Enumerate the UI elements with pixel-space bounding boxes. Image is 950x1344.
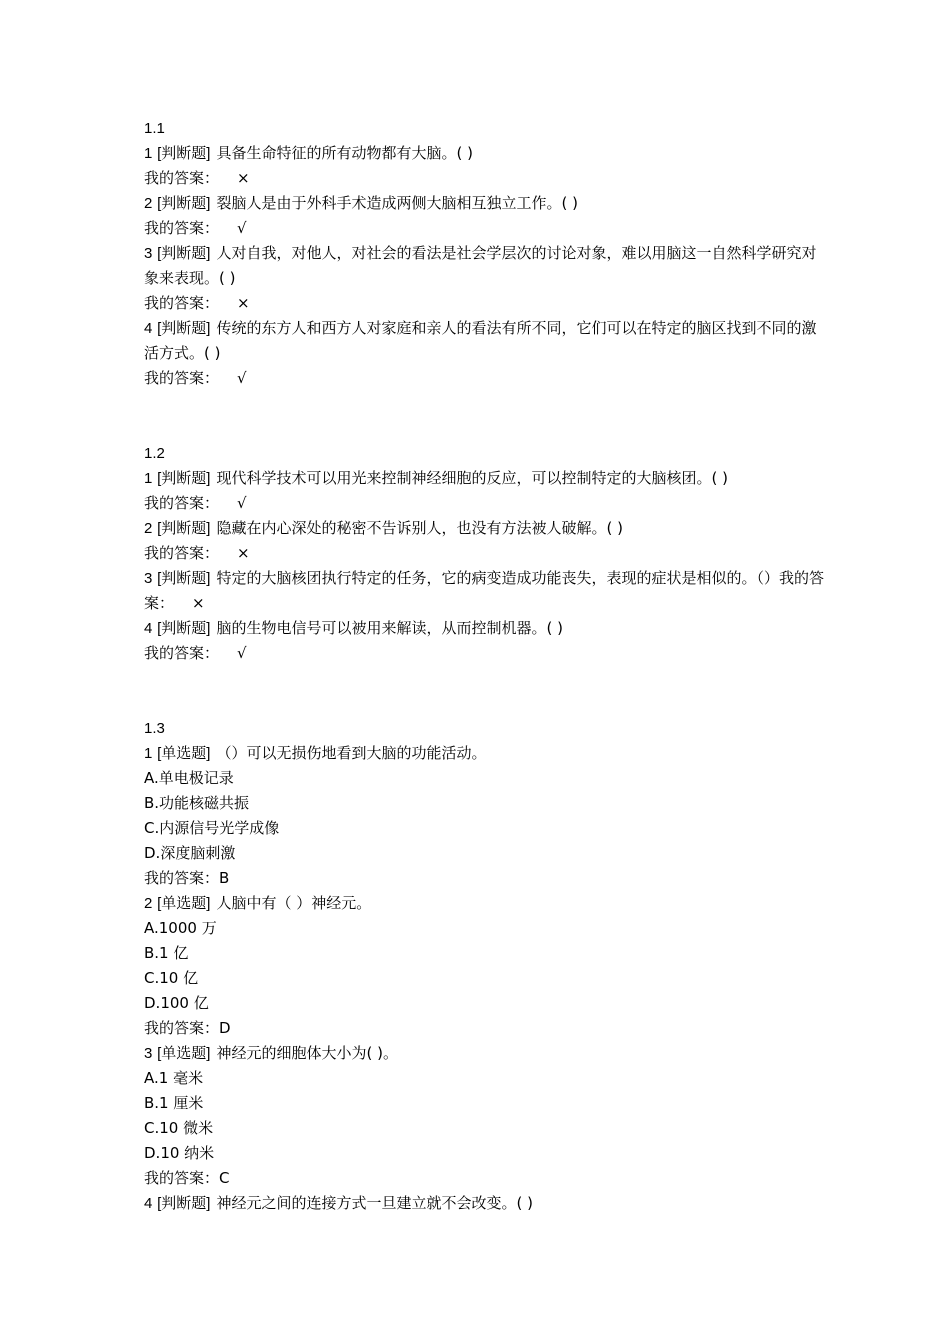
question-number: 2	[144, 195, 153, 212]
answer-label: 我的答案：	[144, 869, 220, 887]
question-type: [判断题]	[157, 470, 211, 487]
answer-value: ×	[237, 169, 250, 187]
document-page	[144, 116, 824, 1216]
answer-line	[144, 641, 824, 666]
section-1-3	[144, 716, 824, 1216]
answer-label: 我的答案：	[144, 569, 824, 612]
option: C.10 亿	[144, 969, 199, 987]
answer-value: √	[237, 219, 247, 237]
answer-value: D	[219, 1019, 231, 1037]
answer-value: ×	[237, 294, 250, 312]
question	[144, 1191, 824, 1216]
option: B.功能核磁共振	[144, 794, 250, 812]
question-text: 脑的生物电信号可以被用来解读，从而控制机器。( )	[216, 619, 563, 637]
option: C.10 微米	[144, 1119, 214, 1137]
answer-value: √	[237, 369, 247, 387]
option: D.10 纳米	[144, 1144, 215, 1162]
answer-value: ×	[237, 544, 250, 562]
answer-value: √	[237, 644, 247, 662]
option: A.单电极记录	[144, 769, 234, 787]
question-number: 2	[144, 520, 153, 537]
question-number: 1	[144, 745, 153, 762]
answer-label: 我的答案：	[144, 369, 220, 387]
question-number: 2	[144, 895, 153, 912]
question-type: [判断题]	[157, 320, 211, 337]
section-title: 1.2	[144, 445, 165, 462]
question-number: 4	[144, 1195, 153, 1212]
question	[144, 191, 824, 216]
section-1-2	[144, 441, 824, 666]
answer-value: B	[219, 869, 230, 887]
question-number: 4	[144, 320, 153, 337]
question-number: 1	[144, 145, 153, 162]
answer-label: 我的答案：	[144, 494, 220, 512]
question-text: 人脑中有（ ）神经元。	[216, 894, 372, 912]
question-type: [判断题]	[157, 245, 211, 262]
question-number: 1	[144, 470, 153, 487]
section-1-1	[144, 116, 824, 391]
question	[144, 141, 824, 166]
option: B.1 厘米	[144, 1094, 204, 1112]
question	[144, 466, 824, 491]
question-text: （）可以无损伤地看到大脑的功能活动。	[216, 744, 487, 762]
answer-line	[144, 1016, 824, 1041]
option: D.深度脑刺激	[144, 844, 236, 862]
question-type: [单选题]	[157, 895, 211, 912]
question-text: 人对自我，对他人，对社会的看法是社会学层次的讨论对象，难以用脑这一自然科学研究对象来表现。( )	[144, 244, 817, 287]
answer-label: 我的答案：	[144, 294, 220, 312]
answer-line	[144, 541, 824, 566]
question-type: [判断题]	[157, 570, 211, 587]
question-type: [单选题]	[157, 1045, 211, 1062]
question-text: 特定的大脑核团执行特定的任务，它的病变造成功能丧失，表现的症状是相似的。（）	[216, 569, 779, 587]
question-text: 神经元的细胞体大小为( )。	[216, 1044, 398, 1062]
answer-value: ×	[192, 594, 205, 612]
answer-value: √	[237, 494, 247, 512]
option: D.100 亿	[144, 994, 209, 1012]
option: A.1 毫米	[144, 1069, 204, 1087]
answer-line	[144, 1166, 824, 1191]
question	[144, 241, 824, 291]
answer-line	[144, 166, 824, 191]
answer-label: 我的答案：	[144, 544, 220, 562]
answer-label: 我的答案：	[144, 1169, 220, 1187]
question	[144, 741, 824, 766]
section-title: 1.1	[144, 120, 165, 137]
question	[144, 1041, 824, 1066]
question	[144, 616, 824, 641]
question-text: 传统的东方人和西方人对家庭和亲人的看法有所不同，它们可以在特定的脑区找到不同的激活方式。( )	[144, 319, 817, 362]
answer-value: C	[219, 1169, 230, 1187]
question-text: 隐藏在内心深处的秘密不告诉别人，也没有方法被人破解。( )	[216, 519, 623, 537]
answer-label: 我的答案：	[144, 1019, 220, 1037]
answer-line	[144, 491, 824, 516]
answer-label: 我的答案：	[144, 169, 220, 187]
question-number: 4	[144, 620, 153, 637]
question-text: 神经元之间的连接方式一旦建立就不会改变。( )	[216, 1194, 533, 1212]
answer-line	[144, 366, 824, 391]
section-title: 1.3	[144, 720, 165, 737]
question-text: 具备生命特征的所有动物都有大脑。( )	[216, 144, 473, 162]
question-number: 3	[144, 245, 153, 262]
question-number: 3	[144, 570, 153, 587]
answer-label: 我的答案：	[144, 219, 220, 237]
option: A.1000 万	[144, 919, 217, 937]
option: C.内源信号光学成像	[144, 819, 280, 837]
question	[144, 516, 824, 541]
question-type: [判断题]	[157, 520, 211, 537]
option: B.1 亿	[144, 944, 189, 962]
question-type: [单选题]	[157, 745, 211, 762]
question	[144, 566, 824, 616]
answer-label: 我的答案：	[144, 644, 220, 662]
question-type: [判断题]	[157, 620, 211, 637]
answer-line	[144, 866, 824, 891]
question-text: 裂脑人是由于外科手术造成两侧大脑相互独立工作。( )	[216, 194, 578, 212]
question-type: [判断题]	[157, 145, 211, 162]
question-text: 现代科学技术可以用光来控制神经细胞的反应，可以控制特定的大脑核团。( )	[216, 469, 728, 487]
question	[144, 316, 824, 366]
question-type: [判断题]	[157, 195, 211, 212]
question-type: [判断题]	[157, 1195, 211, 1212]
answer-line	[144, 291, 824, 316]
question	[144, 891, 824, 916]
question-number: 3	[144, 1045, 153, 1062]
answer-line	[144, 216, 824, 241]
